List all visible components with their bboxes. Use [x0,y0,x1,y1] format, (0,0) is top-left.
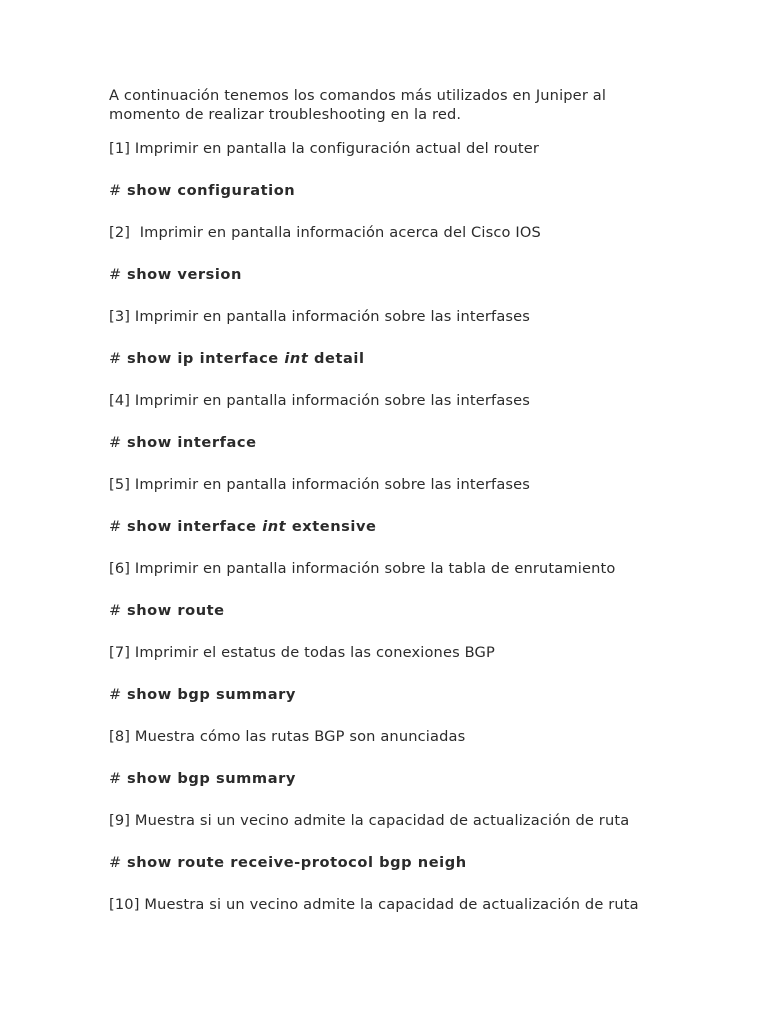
command-line [109,181,749,200]
command-line [109,265,749,284]
command-prompt: # [109,350,127,367]
item-description: [1] Imprimir en pantalla la configuración actual del router [109,140,540,157]
command-text: show interface [126,518,263,535]
command-prompt: # [109,602,127,619]
command-prompt: # [109,182,127,199]
command-argument: int [284,350,309,367]
command-text: show bgp summary [126,770,296,787]
command-prompt: # [109,854,127,871]
item-description: [6] Imprimir en pantalla información sobre la tabla de enrutamiento [109,560,616,577]
command-line [109,853,749,872]
command-text: show version [126,266,242,283]
command-text: show interface [126,434,257,451]
item-description: [2] Imprimir en pantalla información acerca del Cisco IOS [109,224,541,241]
item-description: [8] Muestra cómo las rutas BGP son anunciadas [109,728,466,745]
command-text: show bgp summary [126,686,296,703]
command-prompt: # [109,518,127,535]
command-text: show route [126,602,225,619]
command-text-suffix: extensive [286,518,377,535]
item-description: [9] Muestra si un vecino admite la capacidad de actualización de ruta [109,812,630,829]
item-description: [10] Muestra si un vecino admite la capacidad de actualización de ruta [109,896,639,913]
command-text-suffix: detail [308,350,365,367]
intro-paragraph: A continuación tenemos los comandos más utilizados en Juniper al momento de realizar troubleshooting en la red. [109,87,607,123]
command-text: show configuration [126,182,296,199]
item-description: [3] Imprimir en pantalla información sobre las interfases [109,308,531,325]
command-argument: int [262,518,287,535]
command-prompt: # [109,266,127,283]
command-line [109,769,749,788]
command-line [109,601,749,620]
item-description: [4] Imprimir en pantalla información sobre las interfases [109,392,531,409]
command-line [109,685,749,704]
item-description: [7] Imprimir el estatus de todas las conexiones BGP [109,644,495,661]
command-text: show ip interface [126,350,285,367]
command-line [109,433,749,452]
command-line [109,349,749,368]
command-prompt: # [109,686,127,703]
command-prompt: # [109,434,127,451]
command-text: show route receive-protocol bgp neigh [126,854,467,871]
command-line [109,517,749,536]
item-description: [5] Imprimir en pantalla información sobre las interfases [109,476,531,493]
command-prompt: # [109,770,127,787]
document-page [109,86,749,937]
